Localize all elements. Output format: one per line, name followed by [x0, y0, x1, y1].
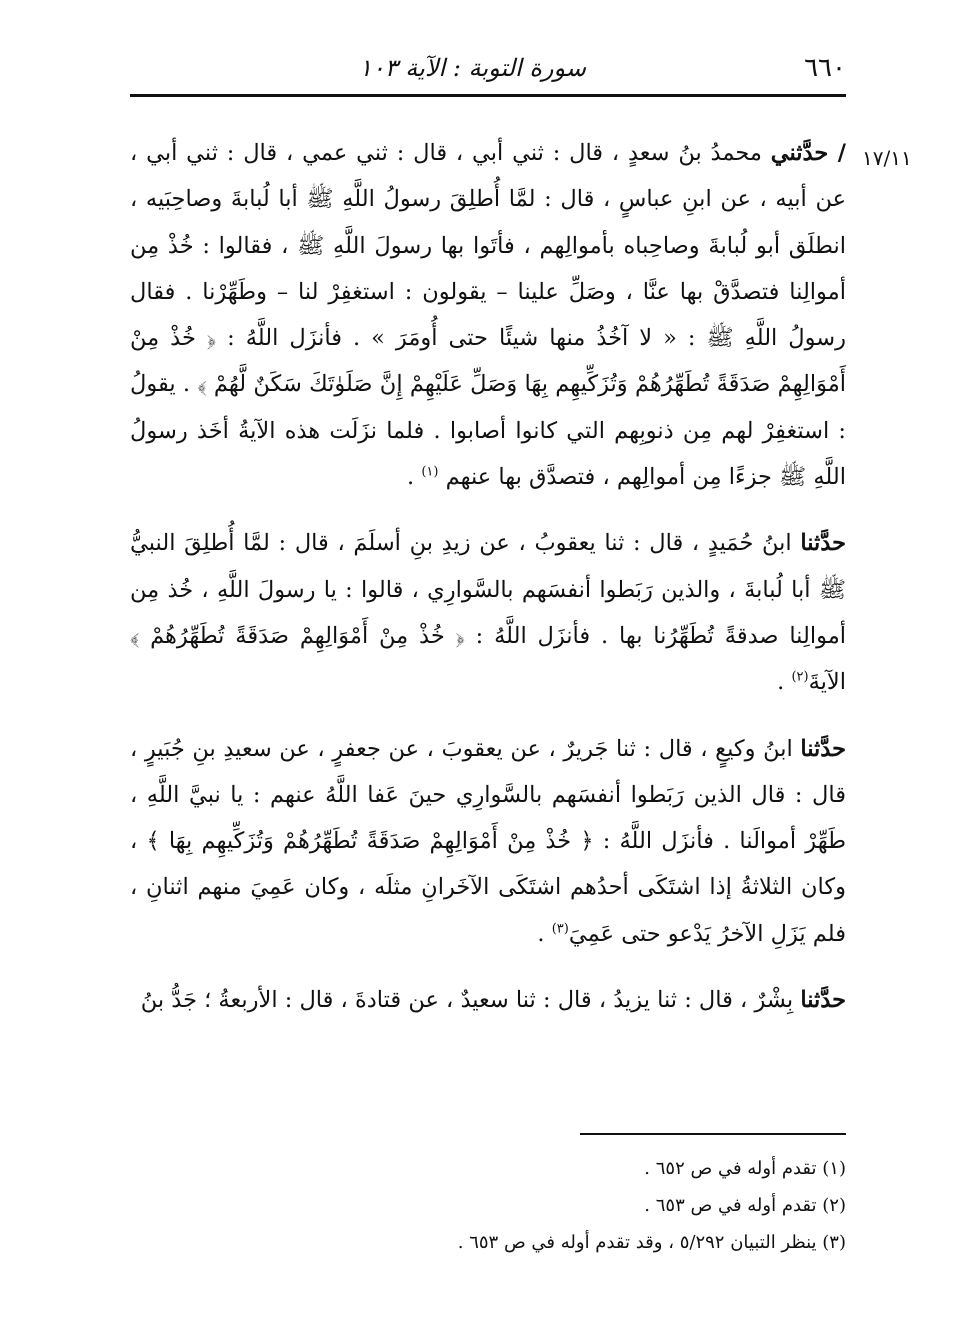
paragraph-3-end: . [537, 920, 552, 947]
paragraph-3-text: ابنُ وكيعٍ ، قال : ثنا جَريرٌ ، عن يعقوبَ ، عن جعفرٍ ، عن سعيدِ بنِ جُبَيرٍ ، قال : قال الذين رَبَطوا أنفسَهم بالسَّوارِي حينَ عَفا اللَّهُ عنهم : يا نبيَّ اللَّهِ ، طَهِّرْ أموالَنا . فأنزَل اللَّهُ : ﴿ خُذْ مِنْ أَمْوَالِهِمْ صَدَقَةً تُطَهِّرُهُمْ وَتُزَكِّيهِم بِهَا ﴾ ، وكان الثلاثةُ إذا اشتَكَى أحدُهم اشتَكَى الآخَرانِ مثلَه ، وكان عَمِيَ منهم اثنانِ ، فلم يَزَلِ الآخرُ يَدْعو حتى عَمِيَ [130, 735, 846, 947]
paragraph-2-end: . [777, 669, 792, 696]
paragraph-2 [130, 520, 846, 705]
header-rule [130, 94, 846, 97]
margin-reference: ١٧/١١ [862, 146, 912, 170]
main-text [130, 130, 846, 1043]
paragraph-4-text: بِشْرٌ ، قال : ثنا يزيدُ ، قال : ثنا سعيدٌ ، عن قتادةَ ، قال : الأربعةُ ؛ جَدُّ بنُ [140, 987, 794, 1014]
paragraph-1-text: محمدُ بنُ سعدٍ ، قال : ثني أبي ، قال : ثني عمي ، قال : ثني أبي ، عن أبيه ، عن ابنِ عباسٍ ، قال : لمَّا أُطلِقَ رسولُ اللَّهِ ﷺ أبا لُبابةَ وصاحِبَيه ، انطلَق أبو لُبابةَ وصاحِباه بأموالِهم ، فأتَوا بها رسولَ اللَّهِ ﷺ ، فقالوا : خُذْ مِن أموالِنا فتصدَّقْ بها عنَّا ، وصَلِّ علينا – يقولون : استغفِرْ لنا – وطَهِّرْنا . فقال رسولُ اللَّهِ ﷺ : « لا آخُذُ منها شيئًا حتى أُومَرَ » . فأنزَل اللَّهُ : ﴿ خُذْ مِنْ أَمْوَالِهِمْ صَدَقَةً تُطَهِّرُهُمْ وَتُزَكِّيهِم بِهَا وَصَلِّ عَلَيْهِمْ إِنَّ صَلَوٰتَكَ سَكَنٌ لَّهُمْ ﴾ . يقولُ : استغفِرْ لهم مِن ذنوبِهم التي كانوا أصابوا . فلما نزَلَت هذه الآيةُ أخَذ رسولُ اللَّهِ ﷺ جزءًا مِن أموالِهم ، فتصدَّق بها عنهم [130, 140, 846, 491]
paragraph-1-end: . [407, 464, 422, 491]
footnote-3: (٣) ينظر التبيان ٥/٢٩٢ ، وقد تقدم أوله في ص ٦٥٣ . [457, 1232, 846, 1253]
paragraph-3 [130, 726, 846, 957]
paragraph-1-lead: / حدَّثني [770, 140, 846, 166]
paragraph-1 [130, 130, 846, 500]
page-number: ٦٦٠ [804, 53, 846, 83]
footnote-rule [580, 1133, 846, 1135]
footnote-2: (٢) تقدم أوله في ص ٦٥٣ . [644, 1195, 846, 1216]
footnotes [130, 1150, 846, 1261]
footnote-1: (١) تقدم أوله في ص ٦٥٢ . [644, 1158, 846, 1179]
footnote-marker-2: (٢) [791, 669, 809, 685]
footnote-marker-1: (١) [421, 464, 439, 480]
paragraph-3-lead: حدَّثنا [800, 735, 846, 762]
running-title: سورة التوبة : الآية ١٠٣ [358, 54, 586, 82]
paragraph-4-lead: حدَّثنا [800, 987, 846, 1014]
footnote-marker-3: (٣) [551, 921, 569, 937]
paragraph-2-lead: حدَّثنا [800, 530, 846, 557]
page-header [130, 48, 846, 88]
paragraph-2-text: ابنُ حُمَيدٍ ، قال : ثنا يعقوبُ ، عن زيدِ بنِ أسلَمَ ، قال : لمَّا أُطلِقَ النبيُّ ﷺ أبا لُبابةَ ، والذين رَبَطوا أنفسَهم بالسَّوارِي ، قالوا : يا رسولَ اللَّهِ ، خُذ مِن أموالِنا صدقةً تُطَهِّرُنا بها . فأنزَل اللَّهُ : ﴿ خُذْ مِنْ أَمْوَالِهِمْ صَدَقَةً تُطَهِّرُهُمْ ﴾ الآيةَ [130, 530, 846, 696]
paragraph-4 [130, 977, 846, 1023]
